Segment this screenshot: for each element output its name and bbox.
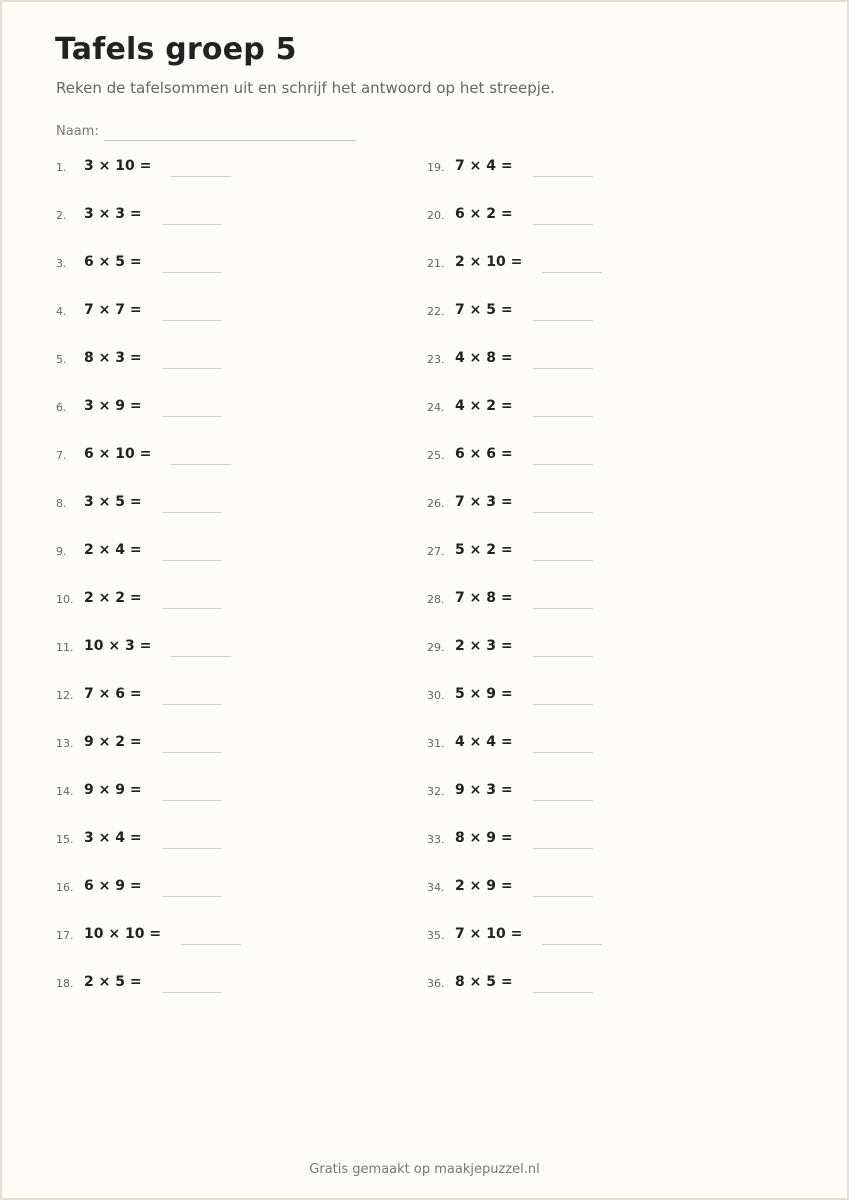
problem-number: 9. [56, 545, 67, 558]
answer-line [542, 272, 602, 273]
problem-row [56, 777, 241, 825]
problem-row [427, 873, 602, 921]
answer-line [533, 320, 593, 321]
problem-expression: 2 × 5 = [84, 974, 142, 990]
answer-line [533, 752, 593, 753]
problem-expression: 9 × 9 = [84, 782, 142, 798]
problem-row [427, 537, 602, 585]
problem-number: 24. [427, 401, 445, 414]
problem-expression: 3 × 10 = [84, 158, 152, 174]
problem-number: 34. [427, 881, 445, 894]
answer-line [533, 176, 593, 177]
problem-number: 15. [56, 833, 74, 846]
problem-expression: 5 × 9 = [455, 686, 513, 702]
problem-row [56, 537, 241, 585]
problems-column-left [56, 153, 241, 1017]
problem-number: 12. [56, 689, 74, 702]
problem-expression: 7 × 5 = [455, 302, 513, 318]
problem-number: 3. [56, 257, 67, 270]
problem-expression: 7 × 10 = [455, 926, 523, 942]
problem-expression: 10 × 10 = [84, 926, 162, 942]
problem-expression: 2 × 9 = [455, 878, 513, 894]
name-answer-line [104, 140, 356, 141]
problem-row [56, 633, 241, 681]
problem-row [56, 345, 241, 393]
answer-line [162, 320, 222, 321]
problem-expression: 6 × 9 = [84, 878, 142, 894]
problem-row [427, 777, 602, 825]
problem-number: 1. [56, 161, 67, 174]
problem-expression: 7 × 3 = [455, 494, 513, 510]
problem-number: 29. [427, 641, 445, 654]
worksheet-instructions: Reken de tafelsommen uit en schrijf het antwoord op het streepje. [56, 79, 555, 97]
problem-number: 4. [56, 305, 67, 318]
problem-row [56, 297, 241, 345]
answer-line [533, 368, 593, 369]
problem-expression: 2 × 4 = [84, 542, 142, 558]
problem-number: 5. [56, 353, 67, 366]
answer-line [162, 800, 222, 801]
problem-number: 17. [56, 929, 74, 942]
problem-row [427, 489, 602, 537]
answer-line [162, 896, 222, 897]
problem-row [56, 921, 241, 969]
problem-row [56, 969, 241, 1017]
problem-row [56, 873, 241, 921]
problem-row [56, 441, 241, 489]
problem-row [427, 585, 602, 633]
problem-row [427, 729, 602, 777]
problem-number: 18. [56, 977, 74, 990]
answer-line [162, 272, 222, 273]
problem-expression: 10 × 3 = [84, 638, 152, 654]
problem-row [427, 153, 602, 201]
problem-expression: 6 × 5 = [84, 254, 142, 270]
answer-line [162, 608, 222, 609]
answer-line [162, 512, 222, 513]
problem-number: 25. [427, 449, 445, 462]
problem-number: 14. [56, 785, 74, 798]
problem-number: 20. [427, 209, 445, 222]
answer-line [533, 800, 593, 801]
problem-row [56, 393, 241, 441]
problem-row [427, 969, 602, 1017]
problem-number: 6. [56, 401, 67, 414]
name-label: Naam: [56, 124, 99, 139]
answer-line [171, 176, 231, 177]
problem-number: 23. [427, 353, 445, 366]
name-field [56, 124, 356, 139]
problem-row [427, 249, 602, 297]
problem-number: 30. [427, 689, 445, 702]
problem-number: 27. [427, 545, 445, 558]
problem-expression: 4 × 8 = [455, 350, 513, 366]
problem-number: 22. [427, 305, 445, 318]
problem-number: 35. [427, 929, 445, 942]
answer-line [533, 656, 593, 657]
problem-expression: 5 × 2 = [455, 542, 513, 558]
problem-row [427, 825, 602, 873]
problem-row [427, 681, 602, 729]
answer-line [162, 224, 222, 225]
answer-line [162, 992, 222, 993]
problem-number: 13. [56, 737, 74, 750]
answer-line [533, 896, 593, 897]
problem-expression: 6 × 2 = [455, 206, 513, 222]
problem-row [427, 921, 602, 969]
problem-expression: 7 × 6 = [84, 686, 142, 702]
footer-credit: Gratis gemaakt op maakjepuzzel.nl [309, 1162, 540, 1177]
problem-row [427, 345, 602, 393]
problem-number: 32. [427, 785, 445, 798]
problem-row [56, 585, 241, 633]
answer-line [162, 752, 222, 753]
problem-row [427, 201, 602, 249]
answer-line [533, 224, 593, 225]
answer-line [533, 848, 593, 849]
problem-number: 36. [427, 977, 445, 990]
answer-line [542, 944, 602, 945]
problem-number: 26. [427, 497, 445, 510]
problem-expression: 9 × 3 = [455, 782, 513, 798]
problem-number: 28. [427, 593, 445, 606]
problem-expression: 8 × 3 = [84, 350, 142, 366]
problem-expression: 3 × 4 = [84, 830, 142, 846]
answer-line [533, 512, 593, 513]
problem-number: 21. [427, 257, 445, 270]
answer-line [533, 560, 593, 561]
problem-number: 19. [427, 161, 445, 174]
answer-line [162, 848, 222, 849]
answer-line [162, 704, 222, 705]
answer-line [533, 704, 593, 705]
problem-expression: 8 × 9 = [455, 830, 513, 846]
problem-row [56, 729, 241, 777]
answer-line [162, 368, 222, 369]
problem-expression: 4 × 4 = [455, 734, 513, 750]
problem-expression: 6 × 10 = [84, 446, 152, 462]
answer-line [533, 416, 593, 417]
problem-expression: 7 × 7 = [84, 302, 142, 318]
problem-row [427, 393, 602, 441]
problem-number: 31. [427, 737, 445, 750]
problem-expression: 8 × 5 = [455, 974, 513, 990]
problem-expression: 2 × 2 = [84, 590, 142, 606]
problem-row [427, 441, 602, 489]
problem-number: 11. [56, 641, 74, 654]
problem-expression: 3 × 3 = [84, 206, 142, 222]
problem-expression: 6 × 6 = [455, 446, 513, 462]
problem-expression: 4 × 2 = [455, 398, 513, 414]
problems-column-right [427, 153, 602, 1017]
problem-row [56, 201, 241, 249]
problem-expression: 7 × 8 = [455, 590, 513, 606]
answer-line [171, 464, 231, 465]
problem-row [56, 153, 241, 201]
worksheet-title: Tafels groep 5 [55, 32, 297, 67]
problem-row [56, 681, 241, 729]
problem-number: 33. [427, 833, 445, 846]
problem-expression: 9 × 2 = [84, 734, 142, 750]
answer-line [162, 416, 222, 417]
answer-line [533, 608, 593, 609]
problem-row [56, 825, 241, 873]
problem-expression: 3 × 9 = [84, 398, 142, 414]
answer-line [162, 560, 222, 561]
problem-expression: 7 × 4 = [455, 158, 513, 174]
problem-number: 2. [56, 209, 67, 222]
problem-number: 16. [56, 881, 74, 894]
problem-expression: 2 × 3 = [455, 638, 513, 654]
answer-line [533, 992, 593, 993]
answer-line [171, 656, 231, 657]
problem-row [56, 249, 241, 297]
problem-row [427, 633, 602, 681]
answer-line [181, 944, 241, 945]
problem-row [427, 297, 602, 345]
problem-number: 7. [56, 449, 67, 462]
problem-expression: 2 × 10 = [455, 254, 523, 270]
problem-number: 8. [56, 497, 67, 510]
problem-expression: 3 × 5 = [84, 494, 142, 510]
problem-number: 10. [56, 593, 74, 606]
problem-row [56, 489, 241, 537]
answer-line [533, 464, 593, 465]
